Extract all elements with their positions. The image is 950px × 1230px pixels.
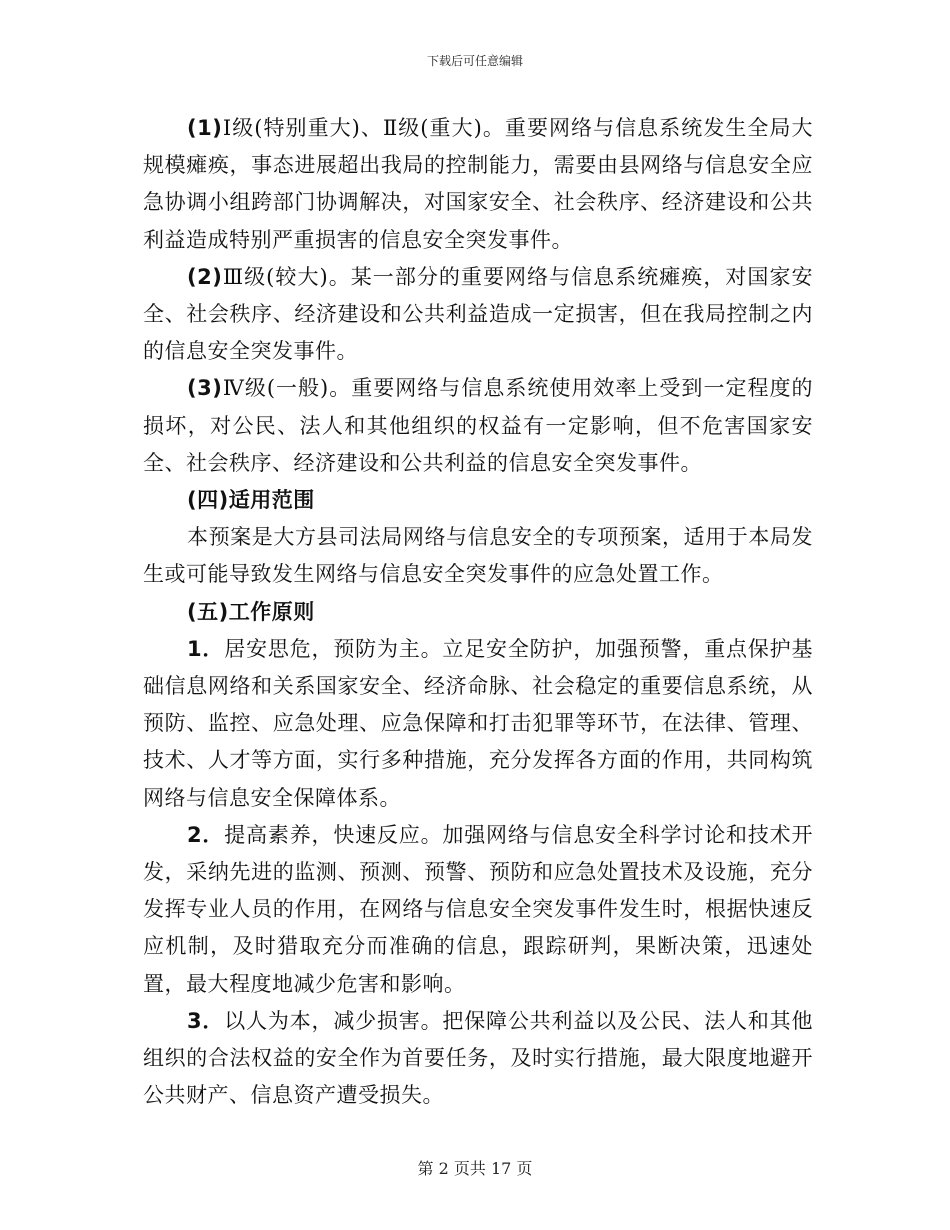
paragraph-number: 3．: [187, 1008, 225, 1033]
paragraph-text: Ⅲ级(较大)。某一部分的重要网络与信息系统瘫痪，对国家安全、社会秩序、经济建设和公共利益造成一定损害，但在我局控制之内的信息安全突发事件。: [143, 264, 813, 364]
paragraph-text: 提高素养，快速反应。加强网络与信息安全科学讨论和技术开发，采纳先进的监测、预测、预警、预防和应急处置技术及设施，充分发挥专业人员的作用，在网络与信息安全突发事件发生时，根据快速反应机制，及时猎取充分而准确的信息，跟踪研判，果断决策，迅速处置，最大程度地减少危害和影响。: [143, 822, 813, 996]
document-body: [143, 110, 813, 1114]
paragraph-text: 以人为本，减少损害。把保障公共利益以及公民、法人和其他组织的合法权益的安全作为首要任务，及时实行措施，最大限度地避开公共财产、信息资产遭受损失。: [143, 1008, 813, 1108]
paragraph-text: Ⅳ级(一般)。重要网络与信息系统使用效率上受到一定程度的损坏，对公民、法人和其他组织的权益有一定影响，但不危害国家安全、社会秩序、经济建设和公共利益的信息安全突发事件。: [143, 376, 813, 475]
paragraph-text: 居安思危，预防为主。立足安全防护，加强预警，重点保护基础信息网络和关系国家安全、经济命脉、社会稳定的重要信息系统，从预防、监控、应急处理、应急保障和打击犯罪等环节，在法律、管理、技术、人才等方面，实行多种措施，充分发挥各方面的作用，共同构筑网络与信息安全保障体系。: [143, 636, 813, 810]
paragraph-level-1-2: [143, 110, 813, 259]
page-footer-page-number: 第 2 页共 17 页: [417, 1159, 533, 1178]
paragraph-number: (2): [187, 264, 223, 289]
paragraph-principle-1: [143, 631, 813, 817]
section-heading-scope: (四)适用范围: [187, 488, 315, 513]
page-header-note: 下载后可任意编辑: [426, 54, 523, 68]
section-heading-principles: (五)工作原则: [187, 599, 315, 624]
paragraph-text: Ⅰ级(特别重大)、Ⅱ级(重大)。重要网络与信息系统发生全局大规模瘫痪，事态进展超出我局的控制能力，需要由县网络与信息安全应急协调小组跨部门协调解决，对国家安全、社会秩序、经济建设和公共利益造成特别严重损害的信息安全突发事件。: [143, 116, 813, 252]
paragraph-level-4: [143, 370, 813, 482]
paragraph-principle-2: [143, 817, 813, 1003]
paragraph-level-3: [143, 259, 813, 371]
paragraph-number: (3): [187, 376, 223, 401]
paragraph-number: 1．: [187, 636, 225, 661]
paragraph-scope: 本预案是大方县司法局网络与信息安全的专项预案，适用于本局发生或可能导致发生网络与信息安全突发事件的应急处置工作。: [143, 525, 813, 587]
paragraph-number: (1): [187, 116, 223, 140]
paragraph-number: 2．: [187, 822, 225, 847]
paragraph-principle-3: [143, 1003, 813, 1115]
